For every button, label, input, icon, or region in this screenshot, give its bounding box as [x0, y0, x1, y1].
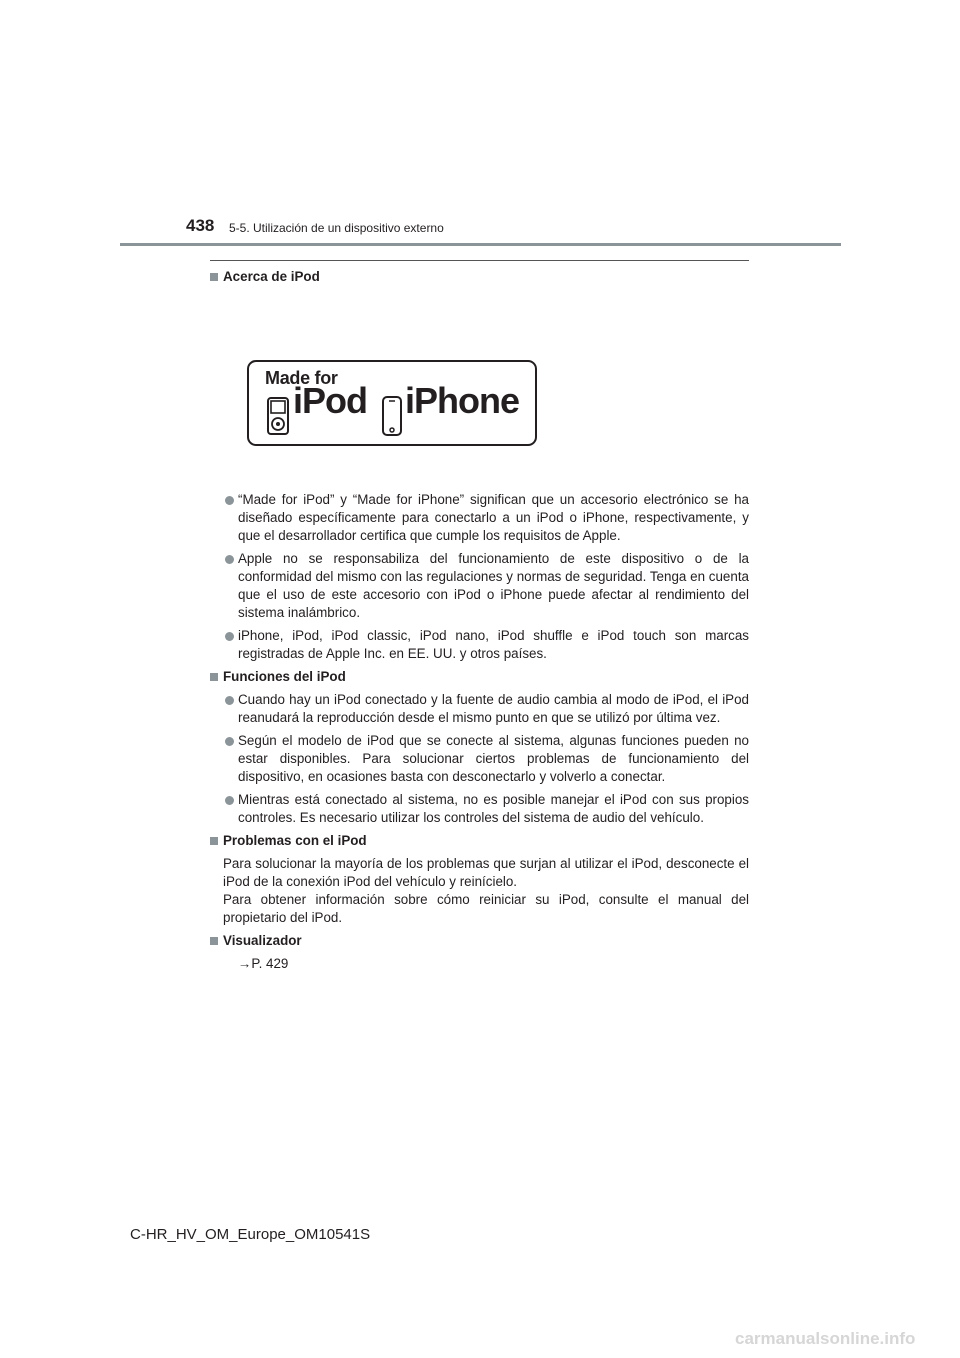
- problems-paragraph: Para obtener información sobre cómo reiniciar su iPod, consulte el manual del propietario del iPod.: [223, 892, 749, 925]
- bullet-icon: [225, 737, 234, 746]
- list-item: iPhone, iPod, iPod classic, iPod nano, iPod shuffle e iPod touch son marcas registradas de Apple Inc. en EE. UU. y otros países.: [210, 627, 749, 663]
- header-rule: [120, 243, 841, 246]
- square-bullet-icon: [210, 273, 218, 281]
- content: [210, 268, 749, 978]
- square-bullet-icon: [210, 673, 218, 681]
- heading-functions-text: Funciones del iPod: [223, 669, 346, 684]
- problems-paragraph: Para solucionar la mayoría de los problemas que surjan al utilizar el iPod, desconecte el iPod de la conexión iPod del vehículo y reinícielo.: [223, 856, 749, 889]
- bullet-icon: [225, 696, 234, 705]
- page-reference-link[interactable]: →P. 429: [238, 956, 289, 971]
- heading-functions: [210, 668, 749, 686]
- document-code: C-HR_HV_OM_Europe_OM10541S: [130, 1226, 371, 1243]
- heading-problems: [210, 832, 749, 850]
- made-for-ipod-iphone-logo: [247, 360, 537, 446]
- logo-area: [210, 291, 749, 491]
- bullet-icon: [225, 555, 234, 564]
- heading-display: [210, 932, 749, 950]
- logo-made-for-text: Made for: [265, 368, 338, 388]
- heading-display-text: Visualizador: [223, 933, 302, 948]
- list-item: Mientras está conectado al sistema, no es posible manejar el iPod con sus propios controles. Es necesario utilizar los controles del sistema de audio del vehículo.: [210, 791, 749, 827]
- bullet-icon: [225, 496, 234, 505]
- bullet-icon: [225, 632, 234, 641]
- list-item: Cuando hay un iPod conectado y la fuente de audio cambia al modo de iPod, el iPod reanudará la reproducción desde el mismo punto en que se utilizó por última vez.: [210, 691, 749, 727]
- section-title: 5-5. Utilización de un dispositivo externo: [229, 221, 444, 235]
- content-rule: [210, 260, 749, 261]
- square-bullet-icon: [210, 837, 218, 845]
- list-item: Según el modelo de iPod que se conecte al sistema, algunas funciones pueden no estar disponibles. Para solucionar ciertos problemas de funcionamiento del dispositivo, en ocasiones basta con desconectarlo y volverlo a conectar.: [210, 732, 749, 786]
- logo-ipod-text: iPod: [293, 380, 367, 421]
- heading-problems-text: Problemas con el iPod: [223, 833, 367, 848]
- logo-iphone-text: iPhone: [405, 380, 520, 421]
- heading-about-text: Acerca de iPod: [223, 269, 320, 284]
- problems-body: [210, 855, 749, 927]
- square-bullet-icon: [210, 937, 218, 945]
- list-item: “Made for iPod” y “Made for iPhone” significan que un accesorio electrónico se ha diseñado específicamente para conectarlo a un iPod o iPhone, respectivamente, y que el desarrollador certifica que cumple los requisitos de Apple.: [210, 491, 749, 545]
- bullet-icon: [225, 796, 234, 805]
- iphone-device-icon: [382, 396, 402, 436]
- list-item: Apple no se responsabiliza del funcionamiento de este dispositivo o de la conformidad del mismo con las regulaciones y normas de seguridad. Tenga en cuenta que el uso de este accesorio con iPod o iPhone puede afectar al rendimiento del sistema inalámbrico.: [210, 550, 749, 622]
- page-number: 438: [186, 216, 215, 235]
- heading-about: [210, 268, 749, 286]
- ipod-device-icon: [267, 397, 289, 435]
- watermark: carmanualsonline.info: [735, 1329, 916, 1348]
